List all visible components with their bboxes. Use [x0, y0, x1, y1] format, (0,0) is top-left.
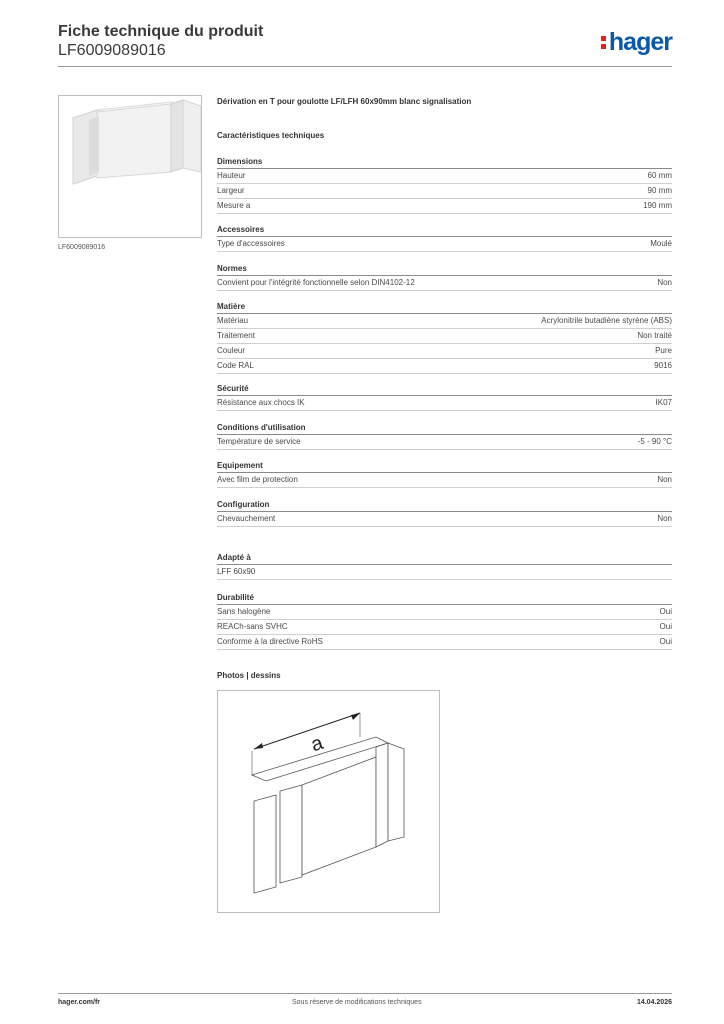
- photos-heading: Photos | dessins: [217, 671, 281, 680]
- table-row: Traitement Non traité: [217, 329, 672, 344]
- product-photo: [58, 95, 202, 238]
- header-divider: [58, 66, 672, 67]
- table-row: Sans halogène Oui: [217, 605, 672, 620]
- section-title: Normes: [217, 262, 672, 276]
- section-title: Configuration: [217, 498, 672, 512]
- table-row: Conforme à la directive RoHS Oui: [217, 635, 672, 650]
- table-row: Type d'accessoires Moulé: [217, 237, 672, 252]
- section-title: Matière: [217, 300, 672, 314]
- section-durabilite: [217, 591, 672, 650]
- dimension-label: a: [308, 731, 326, 757]
- section-title: Dimensions: [217, 155, 672, 169]
- section-configuration: [217, 498, 672, 527]
- photo-caption: LF6009089016: [58, 244, 106, 251]
- table-row: Chevauchement Non: [217, 512, 672, 527]
- section-title: Accessoires: [217, 223, 672, 237]
- table-row: Convient pour l'intégrité fonctionnelle selon DIN4102-12 Non: [217, 276, 672, 291]
- tech-heading: Caractéristiques techniques: [217, 131, 325, 140]
- page-title: Fiche technique du produit: [58, 23, 264, 40]
- section-accessoires: [217, 223, 672, 252]
- section-title: Conditions d'utilisation: [217, 421, 672, 435]
- section-normes: [217, 262, 672, 291]
- section-dimensions: [217, 155, 672, 214]
- table-row: Résistance aux chocs IK IK07: [217, 396, 672, 411]
- product-title: Dérivation en T pour goulotte LF/LFH 60x90mm blanc signalisation: [217, 97, 472, 106]
- section-title: Sécurité: [217, 382, 672, 396]
- table-row: Largeur 90 mm: [217, 184, 672, 199]
- table-row: Matériau Acrylonitrile butadiène styrène (ABS): [217, 314, 672, 329]
- footer-notice: Sous réserve de modifications techniques: [292, 999, 422, 1006]
- technical-drawing-svg: [218, 691, 439, 912]
- technical-drawing: [217, 690, 440, 913]
- product-reference: LF6009089016: [58, 42, 166, 59]
- section-title: Equipement: [217, 459, 672, 473]
- header: [58, 22, 263, 60]
- table-row: REACh-sans SVHC Oui: [217, 620, 672, 635]
- hager-logo[interactable]: [601, 28, 672, 57]
- section-securite: [217, 382, 672, 411]
- table-row: LFF 60x90: [217, 565, 672, 580]
- section-title: Adapté à: [217, 551, 672, 565]
- logo-text: hager: [608, 28, 672, 56]
- footer-divider: [58, 993, 672, 994]
- footer-date: 14.04.2026: [636, 999, 672, 1006]
- table-row: Avec film de protection Non: [217, 473, 672, 488]
- section-equipement: [217, 459, 672, 488]
- table-row: Température de service -5 - 90 °C: [217, 435, 672, 450]
- section-conditions: [217, 421, 672, 450]
- table-row: Hauteur 60 mm: [217, 169, 672, 184]
- section-matiere: [217, 300, 672, 374]
- product-photo-image: [59, 96, 201, 237]
- footer-website-link[interactable]: hager.com/fr: [58, 999, 101, 1006]
- section-title: Durabilité: [217, 591, 672, 605]
- table-row: Couleur Pure: [217, 344, 672, 359]
- table-row: Code RAL 9016: [217, 359, 672, 374]
- table-row: Mesure a 190 mm: [217, 199, 672, 214]
- section-adapte: [217, 551, 672, 580]
